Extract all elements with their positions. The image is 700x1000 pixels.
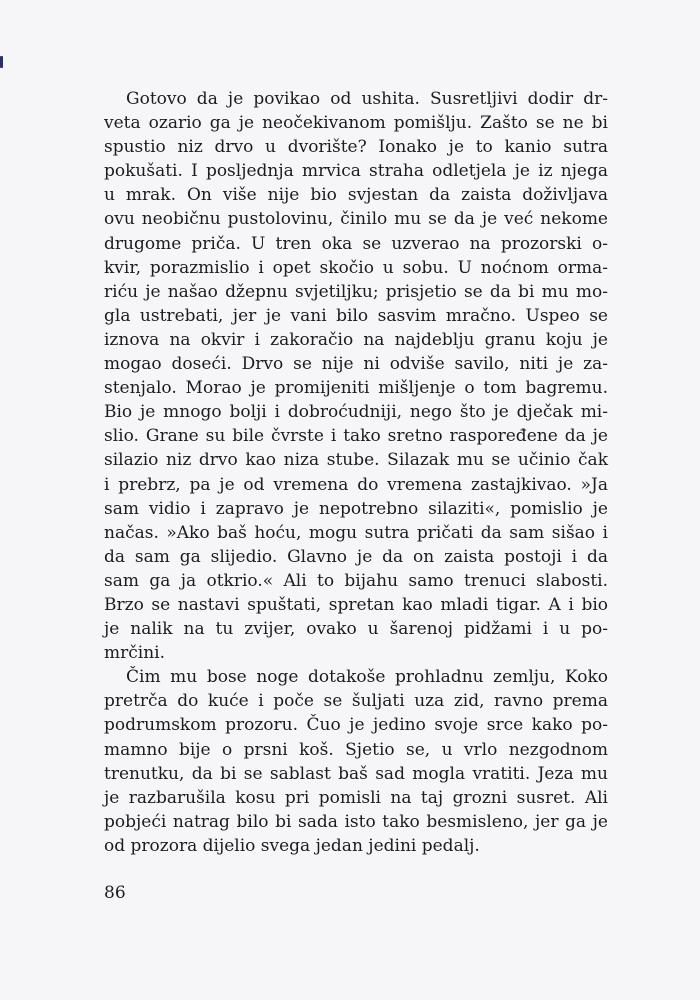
text-line: načas. »Ako baš hoću, mogu sutra pričati da sam sišao i (104, 522, 608, 543)
text-line: Gotovo da je povikao od ushita. Susretljivi dodir dr- (126, 89, 608, 109)
text-line: pokušati. I posljednja mrvica straha odletjela je iz njega (104, 161, 608, 182)
text-line: trenutku, da bi se sablast baš sad mogla vratiti. Jeza mu (104, 763, 608, 784)
text-line: mogao doseći. Drvo se nije ni odviše savilo, niti je za- (104, 354, 608, 375)
text-line: mrčini. (104, 643, 165, 664)
page-number: 86 (104, 883, 126, 903)
text-line: je razbarušila kosu pri pomisli na taj grozni susret. Ali (104, 787, 608, 808)
text-line: je nalik na tu zvijer, ovako u šarenoj pidžami i u po- (104, 619, 608, 640)
text-line: od prozora dijelio svega jedan jedini pedalj. (104, 835, 480, 856)
text-line: sam vidio i zapravo je nepotrebno silaziti«, pomislio je (104, 498, 608, 519)
text-line: spustio niz drvo u dvorište? Ionako je to kanio sutra (104, 137, 608, 158)
text-line: da sam ga slijedio. Glavno je da on zaista postoji i da (104, 546, 608, 567)
text-line: riću je našao džepnu svjetiljku; prisjetio se da bi mu mo- (104, 281, 608, 302)
text-line: silazio niz drvo kao niza stube. Silazak mu se učinio čak (104, 450, 608, 471)
text-line: gla ustrebati, jer je vani bilo sasvim mračno. Uspeo se (104, 305, 608, 326)
text-line: u mrak. On više nije bio svjestan da zaista doživljava (104, 185, 608, 206)
text-line: pobjeći natrag bilo bi sada isto tako besmisleno, jer ga je (104, 811, 608, 832)
text-line: pretrča do kuće i poče se šuljati uza zid, ravno prema (104, 691, 608, 712)
page-edge-mark (0, 56, 3, 68)
text-line: sam ga ja otkrio.« Ali to bijahu samo trenuci slabosti. (104, 570, 608, 591)
paragraph-1 (104, 87, 608, 665)
text-line: Čim mu bose noge dotakoše prohladnu zemlju, Koko (126, 667, 608, 688)
text-line: podrumskom prozoru. Čuo je jedino svoje srce kako po- (104, 715, 608, 736)
text-line: mamno bije o prsni koš. Sjetio se, u vrlo nezgodnom (104, 739, 608, 760)
text-line: Brzo se nastavi spuštati, spretan kao mladi tigar. A i bio (104, 594, 608, 615)
text-line: stenjalo. Morao je promijeniti mišljenje o tom bagremu. (104, 378, 608, 399)
text-line: i prebrz, pa je od vremena do vremena zastajkivao. »Ja (104, 474, 608, 495)
paragraph-2 (104, 665, 608, 858)
text-line: veta ozario ga je neočekivanom pomišlju. Zašto se ne bi (104, 113, 608, 134)
text-line: kvir, porazmislio i opet skočio u sobu. U noćnom orma- (104, 257, 608, 278)
text-line: drugome priča. U tren oka se uzverao na prozorski o- (104, 233, 608, 254)
body-text (104, 87, 608, 858)
text-line: ovu neobičnu pustolovinu, činilo mu se da je već nekome (104, 209, 608, 230)
text-line: iznova na okvir i zakoračio na najdeblju granu koju je (104, 329, 608, 350)
text-line: Bio je mnogo bolji i dobroćudniji, nego što je dječak mi- (104, 402, 608, 423)
text-line: slio. Grane su bile čvrste i tako sretno raspoređene da je (104, 426, 608, 447)
